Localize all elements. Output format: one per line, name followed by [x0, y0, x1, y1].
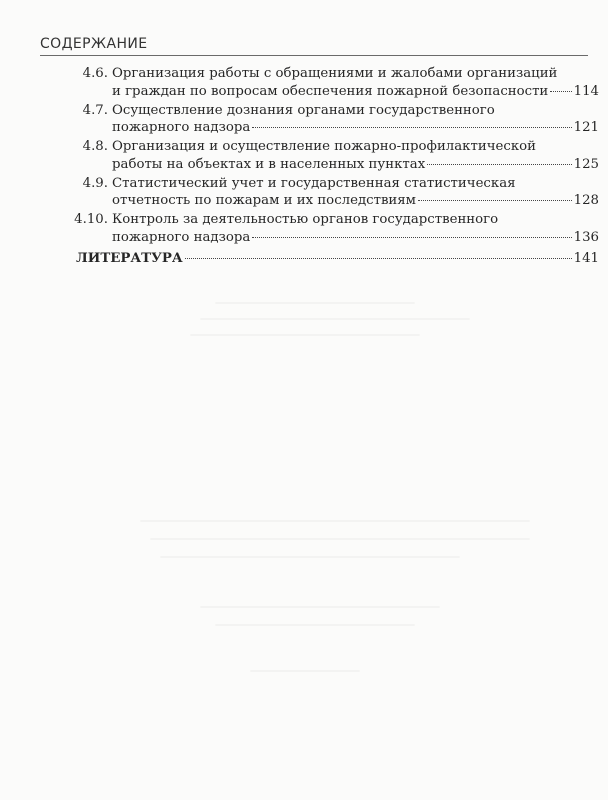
toc-entry-page: 121	[573, 120, 599, 135]
toc-entry-page: 128	[573, 193, 599, 208]
toc-entry-title-line: Осуществление дознания органами государственного	[112, 102, 495, 118]
toc-entry-title-line: отчетность по пожарам и их последствиям	[112, 193, 417, 208]
toc-entry-4-8[interactable]	[72, 138, 599, 173]
toc-entry-title-line: Организация и осуществление пожарно-профилактической	[112, 139, 537, 154]
toc-entry-title-line: Организация работы с обращениями и жалобами организаций	[112, 66, 558, 81]
toc-entry-title-line: и граждан по вопросам обеспечения пожарной безопасности	[112, 83, 549, 99]
toc-entry-page: 141	[573, 251, 599, 266]
toc-entry-title-line: работы на объектах и в населенных пунктах	[112, 156, 426, 172]
toc-entry-page: 114	[573, 83, 599, 99]
dot-leader	[252, 237, 571, 238]
toc-entry-number: 4.8.	[82, 139, 108, 154]
toc-entry-title-line: пожарного надзора	[112, 229, 251, 245]
dot-leader	[427, 164, 571, 165]
toc-entry-title-line: Контроль за деятельностью органов государственного	[112, 212, 499, 227]
toc-entry-page: 136	[573, 229, 599, 245]
toc-entry-4-6[interactable]	[72, 65, 599, 100]
header-title: СОДЕРЖАНИЕ	[40, 36, 148, 52]
toc-entry-title-line: Статистический учет и государственная статистическая	[112, 175, 516, 191]
toc-entry-number: 4.6.	[82, 66, 108, 81]
toc-entry-4-10[interactable]	[72, 211, 599, 246]
running-header	[40, 33, 588, 56]
dot-leader	[550, 91, 571, 92]
toc-entry-title-line: ЛИТЕРАТУРА	[76, 251, 183, 266]
dot-leader	[185, 258, 572, 259]
table-of-contents	[72, 65, 599, 269]
toc-entry-4-9[interactable]	[72, 175, 599, 210]
toc-entry-literature[interactable]	[72, 250, 599, 268]
toc-entry-4-7[interactable]	[72, 102, 599, 137]
toc-entry-page: 125	[573, 156, 599, 172]
dot-leader	[418, 200, 572, 201]
toc-entry-number: 4.9.	[82, 175, 108, 191]
toc-entry-title-line: пожарного надзора	[112, 120, 251, 135]
dot-leader	[252, 127, 571, 128]
toc-entry-number: 4.10.	[74, 212, 108, 227]
toc-entry-number: 4.7.	[82, 102, 108, 118]
